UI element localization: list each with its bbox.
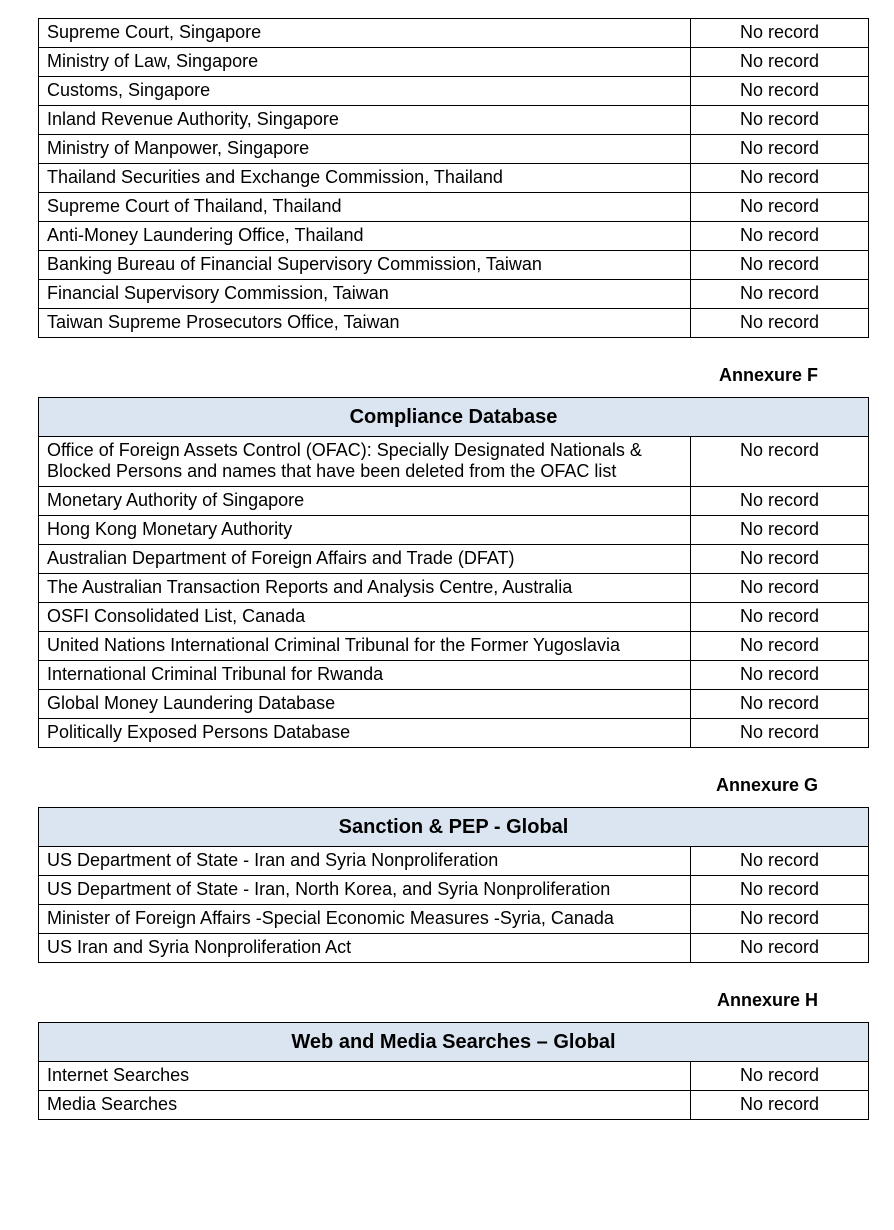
result-cell: No record (691, 603, 869, 632)
result-cell: No record (691, 574, 869, 603)
table-title: Web and Media Searches – Global (39, 1023, 869, 1062)
source-cell: Internet Searches (39, 1062, 691, 1091)
result-cell: No record (691, 280, 869, 309)
result-cell: No record (691, 106, 869, 135)
source-cell: Supreme Court, Singapore (39, 19, 691, 48)
table-header-row (39, 1023, 869, 1062)
web-media-table (38, 1022, 869, 1120)
table-title: Sanction & PEP - Global (39, 808, 869, 847)
table-row (39, 106, 869, 135)
result-cell: No record (691, 516, 869, 545)
result-cell: No record (691, 934, 869, 963)
table-row (39, 251, 869, 280)
table-row (39, 19, 869, 48)
table-row (39, 876, 869, 905)
annexure-label-f: Annexure F (718, 365, 818, 385)
section-web-media-searches (38, 990, 868, 1120)
source-cell: Taiwan Supreme Prosecutors Office, Taiwan (39, 309, 691, 338)
table-row (39, 1062, 869, 1091)
table-row (39, 77, 869, 106)
annexure-label-h: Annexure H (716, 990, 818, 1010)
table-header-row (39, 808, 869, 847)
table-row (39, 719, 869, 748)
table-row (39, 632, 869, 661)
table-row (39, 48, 869, 77)
source-cell: US Department of State - Iran and Syria Nonproliferation (39, 847, 691, 876)
section-sanction-pep-global (38, 775, 868, 963)
table-row (39, 690, 869, 719)
registry-table (38, 18, 869, 338)
sanction-pep-table (38, 807, 869, 963)
source-cell: Ministry of Manpower, Singapore (39, 135, 691, 164)
result-cell: No record (691, 193, 869, 222)
web-media-table-body (39, 1023, 869, 1120)
result-cell: No record (691, 164, 869, 193)
result-cell: No record (691, 309, 869, 338)
table-row (39, 437, 869, 487)
sanction-pep-table-body (39, 808, 869, 963)
table-row (39, 164, 869, 193)
table-row (39, 487, 869, 516)
source-cell: Minister of Foreign Affairs -Special Economic Measures -Syria, Canada (39, 905, 691, 934)
table-row (39, 280, 869, 309)
source-cell: Thailand Securities and Exchange Commission, Thailand (39, 164, 691, 193)
table-row (39, 193, 869, 222)
source-cell: OSFI Consolidated List, Canada (39, 603, 691, 632)
source-cell: Australian Department of Foreign Affairs and Trade (DFAT) (39, 545, 691, 574)
result-cell: No record (691, 905, 869, 934)
source-cell: Customs, Singapore (39, 77, 691, 106)
result-cell: No record (691, 876, 869, 905)
source-cell: Global Money Laundering Database (39, 690, 691, 719)
result-cell: No record (691, 222, 869, 251)
source-cell: US Department of State - Iran, North Korea, and Syria Nonproliferation (39, 876, 691, 905)
source-cell: Ministry of Law, Singapore (39, 48, 691, 77)
source-cell: Politically Exposed Persons Database (39, 719, 691, 748)
result-cell: No record (691, 135, 869, 164)
table-row (39, 309, 869, 338)
source-cell: Media Searches (39, 1091, 691, 1120)
table-header-row (39, 398, 869, 437)
source-cell: Financial Supervisory Commission, Taiwan (39, 280, 691, 309)
table-row (39, 847, 869, 876)
table-row (39, 516, 869, 545)
source-cell: Office of Foreign Assets Control (OFAC): Specially Designated Nationals & Blocked Persons and names that have been deleted from the OFAC list (39, 437, 691, 487)
result-cell: No record (691, 251, 869, 280)
table-title: Compliance Database (39, 398, 869, 437)
result-cell: No record (691, 632, 869, 661)
source-cell: Inland Revenue Authority, Singapore (39, 106, 691, 135)
result-cell: No record (691, 719, 869, 748)
source-cell: United Nations International Criminal Tribunal for the Former Yugoslavia (39, 632, 691, 661)
source-cell: Anti-Money Laundering Office, Thailand (39, 222, 691, 251)
result-cell: No record (691, 48, 869, 77)
table-row (39, 661, 869, 690)
result-cell: No record (691, 437, 869, 487)
table-row (39, 574, 869, 603)
result-cell: No record (691, 1091, 869, 1120)
result-cell: No record (691, 690, 869, 719)
result-cell: No record (691, 661, 869, 690)
table-row (39, 934, 869, 963)
table-row (39, 1091, 869, 1120)
source-cell: Supreme Court of Thailand, Thailand (39, 193, 691, 222)
source-cell: Monetary Authority of Singapore (39, 487, 691, 516)
result-cell: No record (691, 1062, 869, 1091)
compliance-database-table (38, 397, 869, 748)
table-row (39, 135, 869, 164)
result-cell: No record (691, 487, 869, 516)
registry-table-body (39, 19, 869, 338)
section-compliance-database (38, 365, 868, 748)
result-cell: No record (691, 77, 869, 106)
section-registry-continued (38, 18, 868, 338)
result-cell: No record (691, 545, 869, 574)
source-cell: Hong Kong Monetary Authority (39, 516, 691, 545)
table-row (39, 603, 869, 632)
table-row (39, 905, 869, 934)
result-cell: No record (691, 847, 869, 876)
source-cell: US Iran and Syria Nonproliferation Act (39, 934, 691, 963)
source-cell: The Australian Transaction Reports and Analysis Centre, Australia (39, 574, 691, 603)
source-cell: International Criminal Tribunal for Rwanda (39, 661, 691, 690)
annexure-label-g: Annexure G (715, 775, 818, 795)
table-row (39, 545, 869, 574)
result-cell: No record (691, 19, 869, 48)
compliance-database-table-body (39, 398, 869, 748)
table-row (39, 222, 869, 251)
source-cell: Banking Bureau of Financial Supervisory Commission, Taiwan (39, 251, 691, 280)
